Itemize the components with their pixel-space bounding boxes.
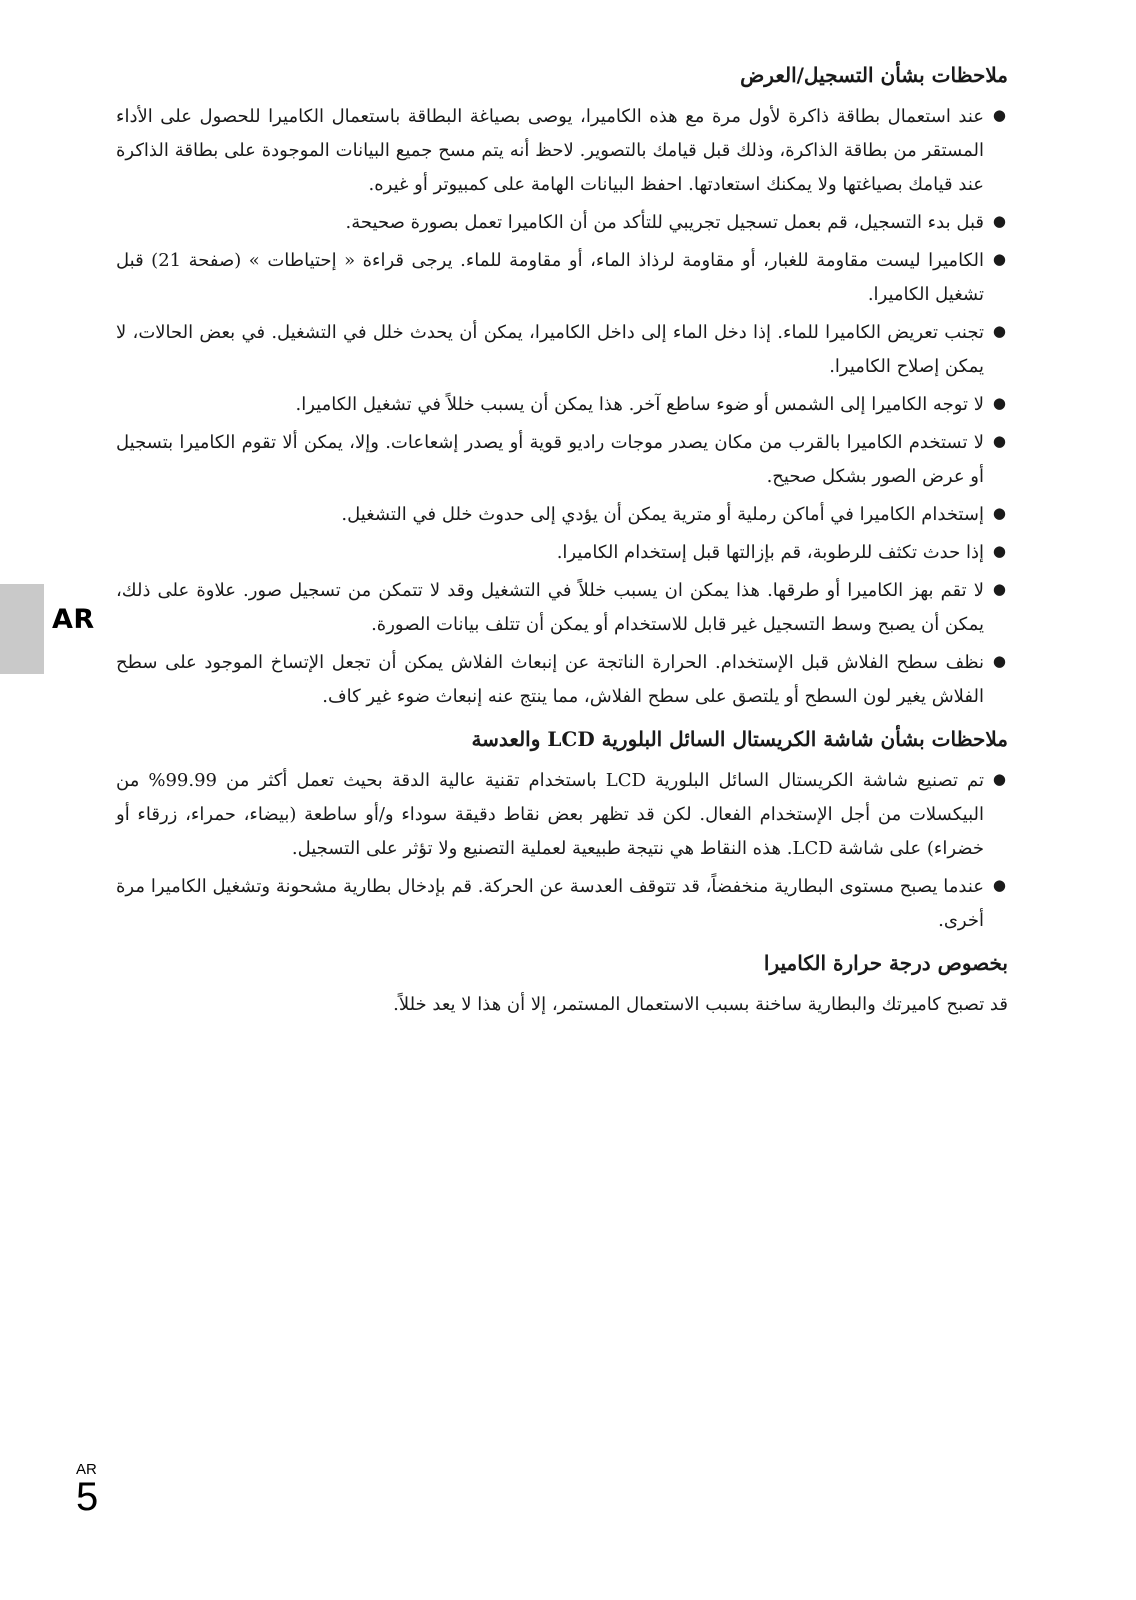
- bullet-icon: ●: [992, 652, 1006, 670]
- bullet-icon: ●: [992, 542, 1006, 560]
- page-footer: [76, 1461, 99, 1519]
- recording-notes-list: [116, 100, 1008, 714]
- bullet-icon: ●: [992, 504, 1006, 522]
- footer-language-code: AR: [76, 1461, 97, 1478]
- list-item: ● تم تصنيع شاشة الكريستال السائل البلورية LCD باستخدام تقنية عالية الدقة بحيث تعمل أكثر من 99.99% من البيكسلات من أجل الإستخدام الفعال. لكن قد تظهر بعض نقاط دقيقة سوداء و/أو ساطعة (بيضاء، حمراء، زرقاء أو خضراء) على شاشة LCD. هذه النقاط هي نتيجة طبيعية لعملية التصنيع ولا تؤثر على التسجيل.: [116, 764, 1008, 866]
- list-item: ● تجنب تعريض الكاميرا للماء. إذا دخل الماء إلى داخل الكاميرا، يمكن أن يحدث خلل في التشغيل. في بعض الحالات، لا يمكن إصلاح الكاميرا.: [116, 316, 1008, 384]
- bullet-icon: ●: [992, 106, 1006, 124]
- bullet-icon: ●: [992, 322, 1006, 340]
- bullet-icon: ●: [992, 212, 1006, 230]
- list-item: ● إذا حدث تكثف للرطوبة، قم بإزالتها قبل إستخدام الكاميرا.: [116, 536, 1008, 570]
- list-item: ● لا توجه الكاميرا إلى الشمس أو ضوء ساطع آخر. هذا يمكن أن يسبب خللاً في تشغيل الكاميرا.: [116, 388, 1008, 422]
- language-tab-label: AR: [52, 604, 95, 635]
- bullet-icon: ●: [992, 432, 1006, 450]
- list-item: ● لا تقم بهز الكاميرا أو طرقها. هذا يمكن ان يسبب خللاً في التشغيل وقد لا تتمكن من تسجيل صور. علاوة على ذلك، يمكن أن يصبح وسط التسجيل غير قابل للاستخدام أو يمكن أن تتلف بيانات الصورة.: [116, 574, 1008, 642]
- page-number: 5: [76, 1475, 99, 1519]
- section-heading-temperature: بخصوص درجة حرارة الكاميرا: [763, 951, 1008, 975]
- bullet-icon: ●: [992, 250, 1006, 268]
- temperature-note: قد تصبح كاميرتك والبطارية ساخنة بسبب الاستعمال المستمر، إلا أن هذا لا يعد خللاً.: [393, 994, 1008, 1015]
- list-item: ● عند استعمال بطاقة ذاكرة لأول مرة مع هذه الكاميرا، يوصى بصياغة البطاقة باستعمال الكاميرا للحصول على الأداء المستقر من بطاقة الذاكرة، وذلك قبل قيامك بالتصوير. لاحظ أنه يتم مسح جميع البيانات الموجودة على بطاقة الذاكرة عند قيامك بصياغتها ولا يمكنك استعادتها. احفظ البيانات الهامة على كمبيوتر أو غيره.: [116, 100, 1008, 202]
- bullet-icon: ●: [992, 876, 1006, 894]
- bullet-icon: ●: [992, 580, 1006, 598]
- lcd-notes-list: [116, 764, 1008, 938]
- side-tab: [0, 584, 44, 674]
- bullet-icon: ●: [992, 770, 1006, 788]
- list-item: ● نظف سطح الفلاش قبل الإستخدام. الحرارة الناتجة عن إنبعاث الفلاش يمكن أن تجعل الإتساخ الموجود على سطح الفلاش يغير لون السطح أو يلتصق على سطح الفلاش، مما ينتج عنه إنبعاث ضوء غير كاف.: [116, 646, 1008, 714]
- list-item: ● قبل بدء التسجيل، قم بعمل تسجيل تجريبي للتأكد من أن الكاميرا تعمل بصورة صحيحة.: [116, 206, 1008, 240]
- section-heading-lcd: ملاحظات بشأن شاشة الكريستال السائل البلورية LCD والعدسة: [471, 727, 1008, 751]
- bullet-icon: ●: [992, 394, 1006, 412]
- list-item: ● الكاميرا ليست مقاومة للغبار، أو مقاومة لرذاذ الماء، أو مقاومة للماء. يرجى قراءة « إحتياطات » (صفحة 21) قبل تشغيل الكاميرا.: [116, 244, 1008, 312]
- section-heading-recording: ملاحظات بشأن التسجيل/العرض: [740, 63, 1008, 87]
- list-item: ● لا تستخدم الكاميرا بالقرب من مكان يصدر موجات راديو قوية أو يصدر إشعاعات. وإلا، يمكن ألا تقوم الكاميرا بتسجيل أو عرض الصور بشكل صحيح.: [116, 426, 1008, 494]
- document-body: [116, 58, 1008, 1022]
- list-item: ● عندما يصبح مستوى البطارية منخفضاً، قد تتوقف العدسة عن الحركة. قم بإدخال بطارية مشحونة وتشغيل الكاميرا مرة أخرى.: [116, 870, 1008, 938]
- list-item: ● إستخدام الكاميرا في أماكن رملية أو مترية يمكن أن يؤدي إلى حدوث خلل في التشغيل.: [116, 498, 1008, 532]
